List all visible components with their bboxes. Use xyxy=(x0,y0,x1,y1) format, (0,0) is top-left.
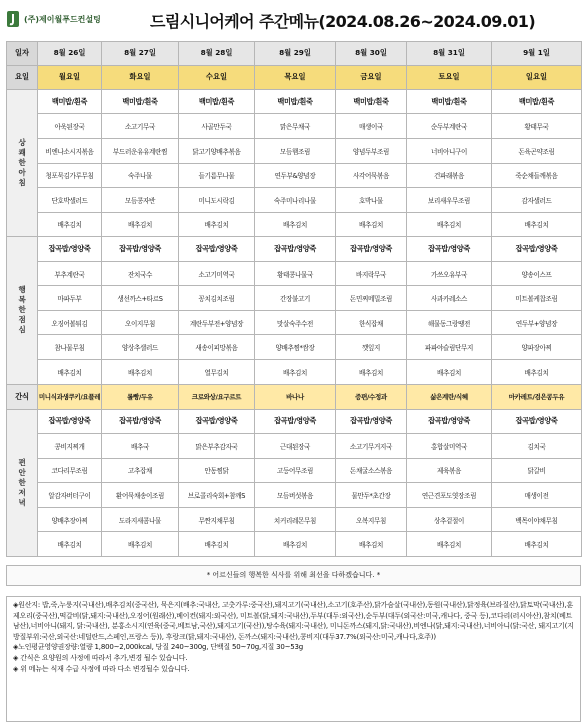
menu-item: 배추김치 xyxy=(102,532,179,557)
snack-item: 미니식과생쿠키/요플레 xyxy=(38,384,102,409)
menu-item: 생선까스+타르S xyxy=(102,286,179,311)
menu-item: 잡곡밥/영양죽 xyxy=(38,409,102,434)
menu-item: 계란두부전+양념장 xyxy=(179,310,255,335)
menu-item: 물만두*초간장 xyxy=(336,483,407,508)
snack-item: 증편/수정과 xyxy=(336,384,407,409)
menu-item: 연근견포도엿장조림 xyxy=(407,483,492,508)
menu-item: 배추김치 xyxy=(38,532,102,557)
menu-item: 맑은무채국 xyxy=(255,114,336,139)
menu-item: 잡곡밥/영양죽 xyxy=(102,409,179,434)
menu-item: 환어묵채송이조림 xyxy=(102,483,179,508)
menu-item: 사각어묵볶음 xyxy=(336,163,407,188)
menu-change-note: ◈ 위 메뉴는 식재 수급 사정에 따라 다소 변경될수 있습니다. xyxy=(13,664,190,673)
date-label: 일자 xyxy=(7,42,38,66)
origin-info: ◈원산지: 밥,죽,누룽지(국내산),배추김치(중국산), 묵은지(배추:국내산, 고춧가루:중국산),돼지고기(국내산),소고기(호주산),닭가슴살(국내산),동원(국내산),닭정육(브라질산),닭토막(국내산),훈제오리(중국산),떡갈비(닭,돼지:국내산),오징어(원래산),베이컨(돼지:외국산), 미트볼(닭,돼지:국내산),두부(대두:외국산),순두부(대두(외국산:미국,캐나다, 중국 등),코다리(러시아산),참치(베트남산),너비아니(돼지, 닭:국내산), 분홍소시지(연육(중국,베트남,국산),돼지고기(국산)),탕수육(돼지:국내산), 미니돈까스(돼지,닭:국내산),비엔나(닭,돼지:국내산),너비아니(닭:국산, 돼지고기(지방질부위:국산,외국산:네덜란드,스페인,프랑스 등)), 후랑크(닭,돼지:국내산), 돈까스(돼지:국내산),콩비지(대두37.7%(외국산:미국,캐나다,호주)) xyxy=(13,601,574,641)
menu-item: 백목이야채무침 xyxy=(492,507,582,532)
menu-item: 순두부계란국 xyxy=(407,114,492,139)
date-cell: 9월 1일 xyxy=(492,42,582,66)
menu-item: 잡곡밥/영양죽 xyxy=(407,237,492,262)
breakfast-row xyxy=(7,138,582,163)
menu-item: 감자샐러드 xyxy=(492,188,582,213)
menu-item: 잡곡밥/영양죽 xyxy=(492,237,582,262)
meal-label-char: 심 xyxy=(18,325,26,335)
breakfast-row xyxy=(7,188,582,213)
menu-item: 비엔나소시지볶음 xyxy=(38,138,102,163)
menu-item: 맑은부추감자국 xyxy=(179,434,255,459)
menu-item: 깻잎지 xyxy=(336,335,407,360)
date-cell: 8월 27일 xyxy=(102,42,179,66)
weekday-cell: 월요일 xyxy=(38,65,102,89)
menu-item: 마파두부 xyxy=(38,286,102,311)
menu-item: 잡곡밥/영양죽 xyxy=(102,237,179,262)
menu-item: 양배추찜*쌈장 xyxy=(255,335,336,360)
menu-item: 소고기미역국 xyxy=(179,261,255,286)
menu-item: 고등어무조림 xyxy=(255,458,336,483)
menu-item: 아욱된장국 xyxy=(38,114,102,139)
menu-item: 오복지무침 xyxy=(336,507,407,532)
menu-item: 해물동그랑땡전 xyxy=(407,310,492,335)
meal-label-char: 한 xyxy=(18,477,26,487)
menu-item: 잡곡밥/영양죽 xyxy=(492,409,582,434)
snack-item: 마카레트/검은콩두유 xyxy=(492,384,582,409)
weekday-cell: 화요일 xyxy=(102,65,179,89)
menu-item: 가쓰오유부국 xyxy=(407,261,492,286)
menu-item: 배추김치 xyxy=(102,212,179,237)
menu-item: 무짠지채무침 xyxy=(179,507,255,532)
menu-item: 배추김치 xyxy=(492,360,582,385)
lunch-row xyxy=(7,335,582,360)
lunch-row xyxy=(7,310,582,335)
menu-item: 배추김치 xyxy=(38,212,102,237)
breakfast-row xyxy=(7,89,582,114)
menu-item: 백미밥/흰죽 xyxy=(255,89,336,114)
menu-item: 고추잡채 xyxy=(102,458,179,483)
lunch-row xyxy=(7,286,582,311)
weekday-cell: 일요일 xyxy=(492,65,582,89)
dinner-row xyxy=(7,483,582,508)
menu-item: 배추김치 xyxy=(102,360,179,385)
menu-item: 잡곡밥/영양죽 xyxy=(336,237,407,262)
menu-item: 연두부+양념장 xyxy=(492,310,582,335)
snack-item: 롤빵/두유 xyxy=(102,384,179,409)
meal-label-char: 저 xyxy=(18,487,26,497)
menu-item: 양상추샐러드 xyxy=(102,335,179,360)
meal-label-char: 편 xyxy=(18,457,26,467)
menu-item: 배추김치 xyxy=(407,212,492,237)
menu-item: 알감자버터구이 xyxy=(38,483,102,508)
date-cell: 8월 28일 xyxy=(179,42,255,66)
menu-item: 백미밥/흰죽 xyxy=(492,89,582,114)
menu-item: 브로콜리숙회+참깨S xyxy=(179,483,255,508)
dinner-label xyxy=(7,409,38,556)
dinner-row xyxy=(7,434,582,459)
meal-label-char: 한 xyxy=(18,158,26,167)
menu-item: 잡곡밥/영양죽 xyxy=(407,409,492,434)
menu-item: 백미밥/흰죽 xyxy=(38,89,102,114)
lunch-row xyxy=(7,237,582,262)
meal-label-char: 복 xyxy=(18,295,26,305)
menu-item: 잡곡밥/영양죽 xyxy=(179,409,255,434)
menu-item: 부추계란국 xyxy=(38,261,102,286)
menu-item: 잡곡밥/영양죽 xyxy=(179,237,255,262)
header xyxy=(0,0,586,40)
menu-item: 배추김치 xyxy=(179,212,255,237)
date-cell: 8월 26일 xyxy=(38,42,102,66)
menu-item: 잔치국수 xyxy=(102,261,179,286)
menu-item: 백미밥/흰죽 xyxy=(336,89,407,114)
menu-item: 안동찜닭 xyxy=(179,458,255,483)
menu-item: 연두부&양념장 xyxy=(255,163,336,188)
notice-banner: * 어르신들의 행복한 식사를 위해 최선을 다하겠습니다. * xyxy=(6,565,581,586)
menu-item: 백미밥/흰죽 xyxy=(179,89,255,114)
menu-item: 사골만두국 xyxy=(179,114,255,139)
menu-item: 모듬콩자반 xyxy=(102,188,179,213)
dinner-row xyxy=(7,409,582,434)
menu-item: 양념두부조림 xyxy=(336,138,407,163)
snack-note: ◈ 간식은 요양원의 사정에 따라서 추가,변경 될수 있습니다. xyxy=(13,653,188,662)
menu-item: 간장불고기 xyxy=(255,286,336,311)
breakfast-row xyxy=(7,114,582,139)
logo-mark-icon xyxy=(6,10,20,28)
menu-item: 호박나물 xyxy=(336,188,407,213)
menu-item: 사과카레소스 xyxy=(407,286,492,311)
meal-label-char: 녁 xyxy=(18,497,26,507)
weekday-cell: 금요일 xyxy=(336,65,407,89)
menu-item: 배추김치 xyxy=(492,212,582,237)
meal-label-char: 한 xyxy=(18,305,26,315)
menu-item: 배추김치 xyxy=(38,360,102,385)
menu-item: 배추김치 xyxy=(407,532,492,557)
date-cell: 8월 30일 xyxy=(336,42,407,66)
menu-item: 코다리무조림 xyxy=(38,458,102,483)
company-name: (주)제이월푸드컨설팅 xyxy=(24,14,101,24)
menu-item: 닭고기양배추볶음 xyxy=(179,138,255,163)
meal-label-char: 행 xyxy=(18,285,26,295)
menu-item: 소고기무거지국 xyxy=(336,434,407,459)
menu-item: 미트볼케찹조림 xyxy=(492,286,582,311)
menu-item: 맛살숙주수전 xyxy=(255,310,336,335)
menu-item: 돈채굴소스볶음 xyxy=(336,458,407,483)
menu-item: 파파야슬림단무지 xyxy=(407,335,492,360)
weekday-cell: 목요일 xyxy=(255,65,336,89)
snack-label: 간식 xyxy=(7,384,38,409)
dinner-row xyxy=(7,532,582,557)
date-row xyxy=(7,42,582,66)
snack-item: 바나나 xyxy=(255,384,336,409)
menu-item: 홍합살미역국 xyxy=(407,434,492,459)
snack-row xyxy=(7,384,582,409)
meal-label-char: 점 xyxy=(18,315,26,325)
menu-item: 배추김치 xyxy=(336,212,407,237)
menu-item: 백미밥/흰죽 xyxy=(407,89,492,114)
menu-item: 배추김치 xyxy=(407,360,492,385)
lunch-row xyxy=(7,360,582,385)
menu-item: 배추김치 xyxy=(336,532,407,557)
menu-item: 돈육곤약조림 xyxy=(492,138,582,163)
menu-item: 황태무국 xyxy=(492,114,582,139)
menu-item: 오징어볼튀김 xyxy=(38,310,102,335)
menu-item: 근대된장국 xyxy=(255,434,336,459)
menu-item: 죽순채들깨볶음 xyxy=(492,163,582,188)
menu-item: 잡곡밥/영양죽 xyxy=(336,409,407,434)
menu-item: 들기름무나물 xyxy=(179,163,255,188)
company-logo xyxy=(6,8,110,30)
menu-item: 배추김치 xyxy=(255,360,336,385)
meal-label-char: 상 xyxy=(18,138,26,147)
menu-item: 배추김치 xyxy=(255,212,336,237)
menu-item: 도라지새콤나물 xyxy=(102,507,179,532)
snack-item: 삶은계란/식혜 xyxy=(407,384,492,409)
date-cell: 8월 31일 xyxy=(407,42,492,66)
snack-item: 크로와상/요구르트 xyxy=(179,384,255,409)
menu-item: 콩비지찌개 xyxy=(38,434,102,459)
menu-item: 양송이스프 xyxy=(492,261,582,286)
dinner-row xyxy=(7,507,582,532)
weekday-cell: 토요일 xyxy=(407,65,492,89)
menu-item: 배추김치 xyxy=(492,532,582,557)
weekday-row xyxy=(7,65,582,89)
menu-item: 황태콩나물국 xyxy=(255,261,336,286)
menu-item: 너비아니구이 xyxy=(407,138,492,163)
menu-item: 숙주나물 xyxy=(102,163,179,188)
menu-item: 양배추장아찌 xyxy=(38,507,102,532)
menu-item: 꽁치김치조림 xyxy=(179,286,255,311)
menu-item: 모듬햄조림 xyxy=(255,138,336,163)
menu-item: 건파래볶음 xyxy=(407,163,492,188)
lunch-row xyxy=(7,261,582,286)
menu-item: 치커리레몬무침 xyxy=(255,507,336,532)
breakfast-row xyxy=(7,163,582,188)
menu-item: 오이지무침 xyxy=(102,310,179,335)
menu-item: 백미밥/흰죽 xyxy=(102,89,179,114)
date-cell: 8월 29일 xyxy=(255,42,336,66)
meal-label-char: 침 xyxy=(18,178,26,187)
menu-item: 돈민찌메밀조림 xyxy=(336,286,407,311)
menu-item: 잡곡밥/영양죽 xyxy=(255,409,336,434)
menu-item: 열무김치 xyxy=(179,360,255,385)
menu-item: 단호박샐러드 xyxy=(38,188,102,213)
menu-item: 잡곡밥/영양죽 xyxy=(255,237,336,262)
menu-item: 상추겉절이 xyxy=(407,507,492,532)
menu-item: 배추김치 xyxy=(336,360,407,385)
menu-item: 소고기무국 xyxy=(102,114,179,139)
weekly-menu-table xyxy=(6,41,582,557)
menu-item: 배추국 xyxy=(102,434,179,459)
menu-item: 보리새우무조림 xyxy=(407,188,492,213)
menu-item: 숙주미나리나물 xyxy=(255,188,336,213)
weekday-cell: 수요일 xyxy=(179,65,255,89)
menu-item: 제육볶음 xyxy=(407,458,492,483)
page-title: 드림시니어케어 주간메뉴(2024.08.26~2024.09.01) xyxy=(150,12,536,31)
menu-item: 닭갈비 xyxy=(492,458,582,483)
menu-item: 한식잡채 xyxy=(336,310,407,335)
lunch-label xyxy=(7,237,38,384)
menu-item: 부드러운유유계란찜 xyxy=(102,138,179,163)
menu-item: 잡곡밥/영양죽 xyxy=(38,237,102,262)
menu-item: 청포묵김가루무침 xyxy=(38,163,102,188)
menu-item: 미니도시락김 xyxy=(179,188,255,213)
menu-item: 바지락무국 xyxy=(336,261,407,286)
meal-label-char: 안 xyxy=(18,467,26,477)
menu-item: 참나물무침 xyxy=(38,335,102,360)
breakfast-row xyxy=(7,212,582,237)
info-box xyxy=(6,596,581,722)
menu-item: 배추김치 xyxy=(255,532,336,557)
breakfast-label xyxy=(7,89,38,236)
menu-item: 매생이전 xyxy=(492,483,582,508)
weekday-label: 요일 xyxy=(7,65,38,89)
meal-label-char: 아 xyxy=(18,168,26,177)
menu-item: 배추김치 xyxy=(179,532,255,557)
menu-item: 모듬버섯볶음 xyxy=(255,483,336,508)
menu-item: 양파장아찌 xyxy=(492,335,582,360)
dinner-row xyxy=(7,458,582,483)
menu-item: 매생이국 xyxy=(336,114,407,139)
menu-item: 김치국 xyxy=(492,434,582,459)
menu-item: 새송이피망볶음 xyxy=(179,335,255,360)
nutrition-info: ◈노인평균영양권장량:열량 1,800~2,000kcal, 당질 240~300g, 단백질 50~70g,지질 30~53g xyxy=(13,643,304,652)
meal-label-char: 쾌 xyxy=(18,148,26,157)
